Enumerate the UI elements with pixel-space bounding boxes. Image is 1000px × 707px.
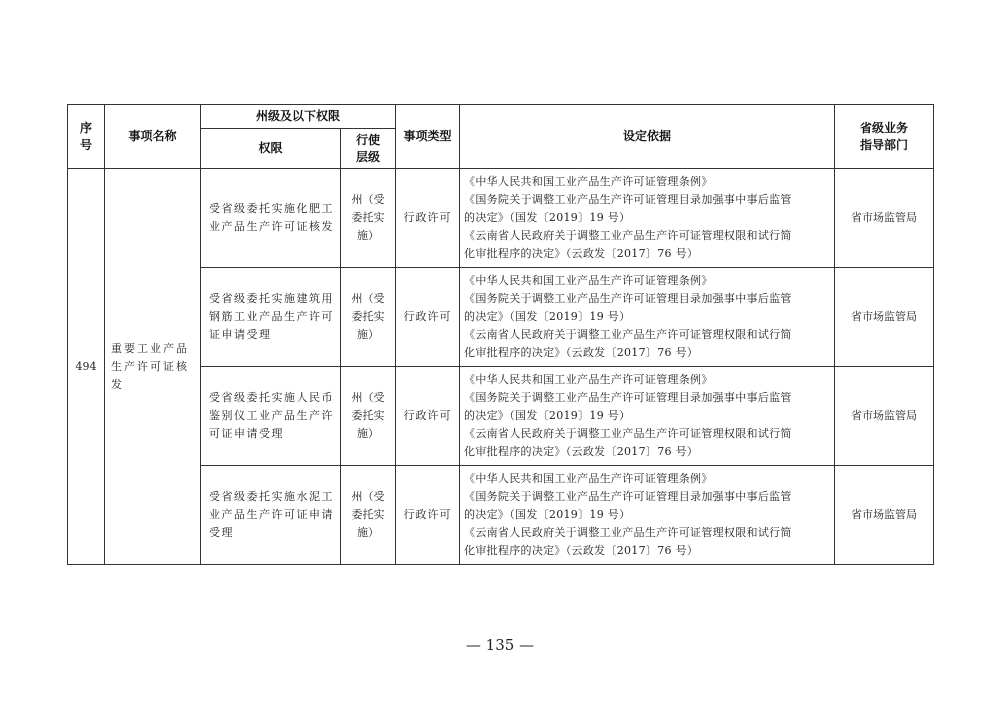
level-text: 州（受委托实施） <box>351 292 385 341</box>
header-level-text: 行使 层级 <box>356 132 381 164</box>
basis-line: 的决定》（国发〔2019〕19 号） <box>464 508 631 521</box>
basis-line: 《中华人民共和国工业产品生产许可证管理条例》 <box>464 274 713 287</box>
basis-line: 《云南省人民政府关于调整工业产品生产许可证管理权限和试行简 <box>464 328 792 341</box>
basis-line: 《云南省人民政府关于调整工业产品生产许可证管理权限和试行简 <box>464 526 792 539</box>
scope-cell: 受省级委托实施水泥工业产品生产许可证申请受理 <box>201 466 341 565</box>
header-dept <box>835 105 934 169</box>
scope-cell: 受省级委托实施人民币鉴别仪工业产品生产许可证申请受理 <box>201 367 341 466</box>
type-cell: 行政许可 <box>396 367 460 466</box>
basis-line: 化审批程序的决定》（云政发〔2017〕76 号） <box>464 445 699 458</box>
basis-line: 《中华人民共和国工业产品生产许可证管理条例》 <box>464 472 713 485</box>
scope-cell: 受省级委托实施建筑用钢筋工业产品生产许可证申请受理 <box>201 268 341 367</box>
dept-cell: 省市场监管局 <box>835 268 934 367</box>
level-text: 州（受委托实施） <box>351 490 385 539</box>
basis-line: 化审批程序的决定》（云政发〔2017〕76 号） <box>464 544 699 557</box>
basis-line: 《云南省人民政府关于调整工业产品生产许可证管理权限和试行简 <box>464 229 792 242</box>
dept-cell: 省市场监管局 <box>835 367 934 466</box>
header-scope: 权限 <box>201 129 341 169</box>
level-cell <box>341 466 396 565</box>
basis-cell <box>460 268 835 367</box>
level-text: 州（受委托实施） <box>351 391 385 440</box>
item-number: 494 <box>68 169 105 565</box>
basis-cell <box>460 466 835 565</box>
header-name: 事项名称 <box>105 105 201 169</box>
header-dept-text: 省级业务 指导部门 <box>860 120 909 152</box>
basis-line: 《中华人民共和国工业产品生产许可证管理条例》 <box>464 175 713 188</box>
table-body <box>68 169 934 565</box>
item-name: 重要工业产品生产许可证核发 <box>105 169 201 565</box>
basis-line: 《国务院关于调整工业产品生产许可证管理目录加强事中事后监管 <box>464 193 792 206</box>
table-row <box>68 169 934 268</box>
basis-line: 化审批程序的决定》（云政发〔2017〕76 号） <box>464 346 699 359</box>
basis-cell <box>460 367 835 466</box>
level-text: 州（受委托实施） <box>351 193 385 242</box>
header-type: 事项类型 <box>396 105 460 169</box>
level-cell <box>341 367 396 466</box>
permissions-table <box>67 104 934 565</box>
basis-line: 的决定》（国发〔2019〕19 号） <box>464 409 631 422</box>
header-basis: 设定依据 <box>460 105 835 169</box>
header-num <box>68 105 105 169</box>
basis-line: 化审批程序的决定》（云政发〔2017〕76 号） <box>464 247 699 260</box>
header-num-text: 序 号 <box>79 120 92 152</box>
dept-cell: 省市场监管局 <box>835 466 934 565</box>
basis-line: 《中华人民共和国工业产品生产许可证管理条例》 <box>464 373 713 386</box>
basis-line: 《国务院关于调整工业产品生产许可证管理目录加强事中事后监管 <box>464 391 792 404</box>
basis-cell <box>460 169 835 268</box>
header-authority-group: 州级及以下权限 <box>201 105 396 129</box>
dept-cell: 省市场监管局 <box>835 169 934 268</box>
basis-line: 的决定》（国发〔2019〕19 号） <box>464 310 631 323</box>
basis-line: 《国务院关于调整工业产品生产许可证管理目录加强事中事后监管 <box>464 292 792 305</box>
basis-line: 的决定》（国发〔2019〕19 号） <box>464 211 631 224</box>
type-cell: 行政许可 <box>396 466 460 565</box>
header-level <box>341 129 396 169</box>
level-cell <box>341 268 396 367</box>
type-cell: 行政许可 <box>396 169 460 268</box>
level-cell <box>341 169 396 268</box>
scope-cell: 受省级委托实施化肥工业产品生产许可证核发 <box>201 169 341 268</box>
page-number: — 135 — <box>465 636 535 654</box>
basis-line: 《云南省人民政府关于调整工业产品生产许可证管理权限和试行简 <box>464 427 792 440</box>
basis-line: 《国务院关于调整工业产品生产许可证管理目录加强事中事后监管 <box>464 490 792 503</box>
header-row-1 <box>68 105 934 129</box>
type-cell: 行政许可 <box>396 268 460 367</box>
